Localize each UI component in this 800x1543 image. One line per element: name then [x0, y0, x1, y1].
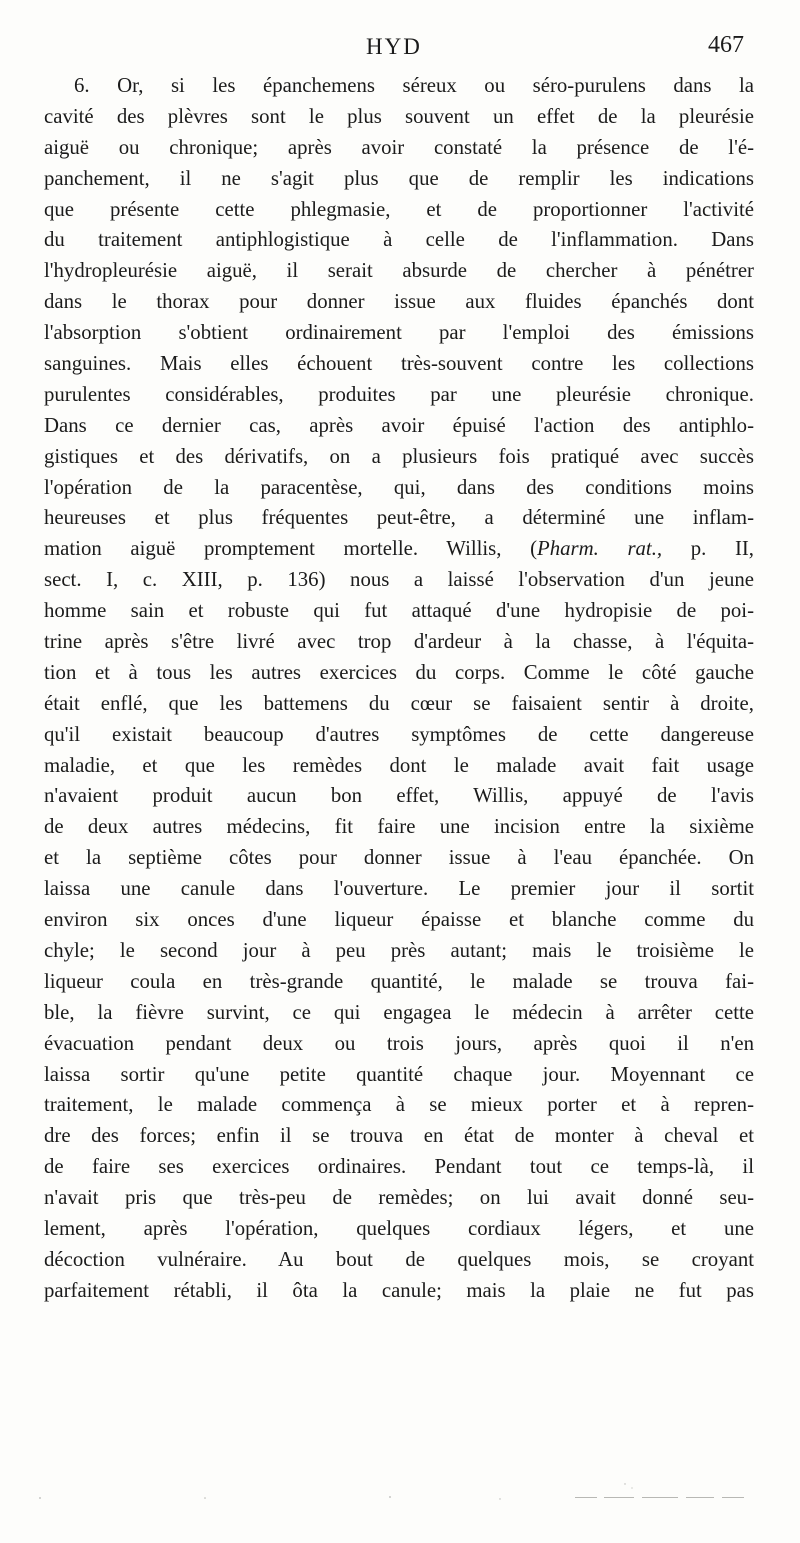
text-line: n'avait pris que très-peu de remèdes; on lui avait donné seu- — [44, 1186, 754, 1210]
text-line: panchement, il ne s'agit plus que de remplir les indications — [44, 166, 754, 190]
text-line: de faire ses exercices ordinaires. Pendant tout ce temps-là, il — [44, 1155, 754, 1179]
text-line: trine après s'être livré avec trop d'ardeur à la chasse, à l'équita- — [44, 630, 754, 654]
text-line: cavité des plèvres sont le plus souvent un effet de la pleurésie — [44, 104, 754, 128]
text-line: du traitement antiphlogistique à celle de l'inflammation. Dans — [44, 228, 754, 252]
running-head — [0, 34, 800, 70]
text-line: n'avaient produit aucun bon effet, Willis, appuyé de l'avis — [44, 784, 754, 808]
text-line: sanguines. Mais elles échouent très-souvent contre les collections — [44, 352, 754, 376]
text-line: liqueur coula en très-grande quantité, le malade se trouva fai- — [44, 969, 754, 993]
text-line: aiguë ou chronique; après avoir constaté la présence de l'é- — [44, 135, 754, 159]
page-number: 467 — [708, 32, 744, 58]
text-line: heureuses et plus fréquentes peut-être, a déterminé une inflam- — [44, 506, 754, 530]
text-line: laissa une canule dans l'ouverture. Le premier jour il sortit — [44, 877, 754, 901]
text-line: évacuation pendant deux ou trois jours, après quoi il n'en — [44, 1031, 754, 1055]
text-line: chyle; le second jour à peu près autant; mais le troisième le — [44, 938, 754, 962]
text-line: gistiques et des dérivatifs, on a plusieurs fois pratiqué avec succès — [44, 444, 754, 468]
text-line: homme sain et robuste qui fut attaqué d'une hydropisie de poi- — [44, 599, 754, 623]
text-line: mation aiguë promptement mortelle. Willis, (Pharm. rat., p. II, — [44, 537, 755, 561]
text-line: 6. Or, si les épanchemens séreux ou séro-purulens dans la — [74, 74, 754, 97]
text-line: l'absorption s'obtient ordinairement par l'emploi des émissions — [44, 321, 754, 345]
text-line: tion et à tous les autres exercices du corps. Comme le côté gauche — [44, 660, 754, 684]
text-line: ble, la fièvre survint, ce qui engagea le médecin à arrêter cette — [44, 1000, 754, 1024]
text-line: laissa sortir qu'une petite quantité chaque jour. Moyennant ce — [44, 1062, 754, 1086]
text-line: sect. I, c. XIII, p. 136) nous a laissé l'observation d'un jeune — [44, 568, 754, 592]
text-line: maladie, et que les remèdes dont le malade avait fait usage — [44, 753, 754, 777]
text-line: environ six onces d'une liqueur épaisse et blanche comme du — [44, 908, 754, 932]
text-line: dans le thorax pour donner issue aux fluides épanchés dont — [44, 290, 754, 314]
text-line: l'opération de la paracentèse, qui, dans des conditions moins — [44, 475, 754, 499]
text-line: lement, après l'opération, quelques cordiaux légers, et une — [44, 1216, 754, 1240]
text-line: Dans ce dernier cas, après avoir épuisé l'action des antiphlo- — [44, 413, 754, 437]
text-line: l'hydropleurésie aiguë, il serait absurde de chercher à pénétrer — [44, 259, 754, 283]
paragraph — [44, 71, 754, 1307]
text-line: que présente cette phlegmasie, et de proportionner l'activité — [44, 197, 754, 221]
text-line: qu'il existait beaucoup d'autres symptômes de cette dangereuse — [44, 722, 754, 746]
text-line: de deux autres médecins, fit faire une incision entre la sixième — [44, 815, 754, 839]
print-specks — [0, 1470, 800, 1510]
text-line: dre des forces; enfin il se trouva en état de monter à cheval et — [44, 1124, 754, 1148]
text-line: et la septième côtes pour donner issue à l'eau épanchée. On — [44, 846, 754, 870]
text-line: parfaitement rétabli, il ôta la canule; mais la plaie ne fut pas — [44, 1278, 754, 1302]
text-line: purulentes considérables, produites par une pleurésie chronique. — [44, 382, 754, 406]
text-line: décoction vulnéraire. Au bout de quelques mois, se croyant — [44, 1247, 754, 1271]
running-title: HYD — [366, 34, 422, 59]
text-line: traitement, le malade commença à se mieux porter et à repren- — [44, 1093, 754, 1117]
text-line: était enflé, que les battemens du cœur se faisaient sentir à droite, — [44, 691, 754, 715]
